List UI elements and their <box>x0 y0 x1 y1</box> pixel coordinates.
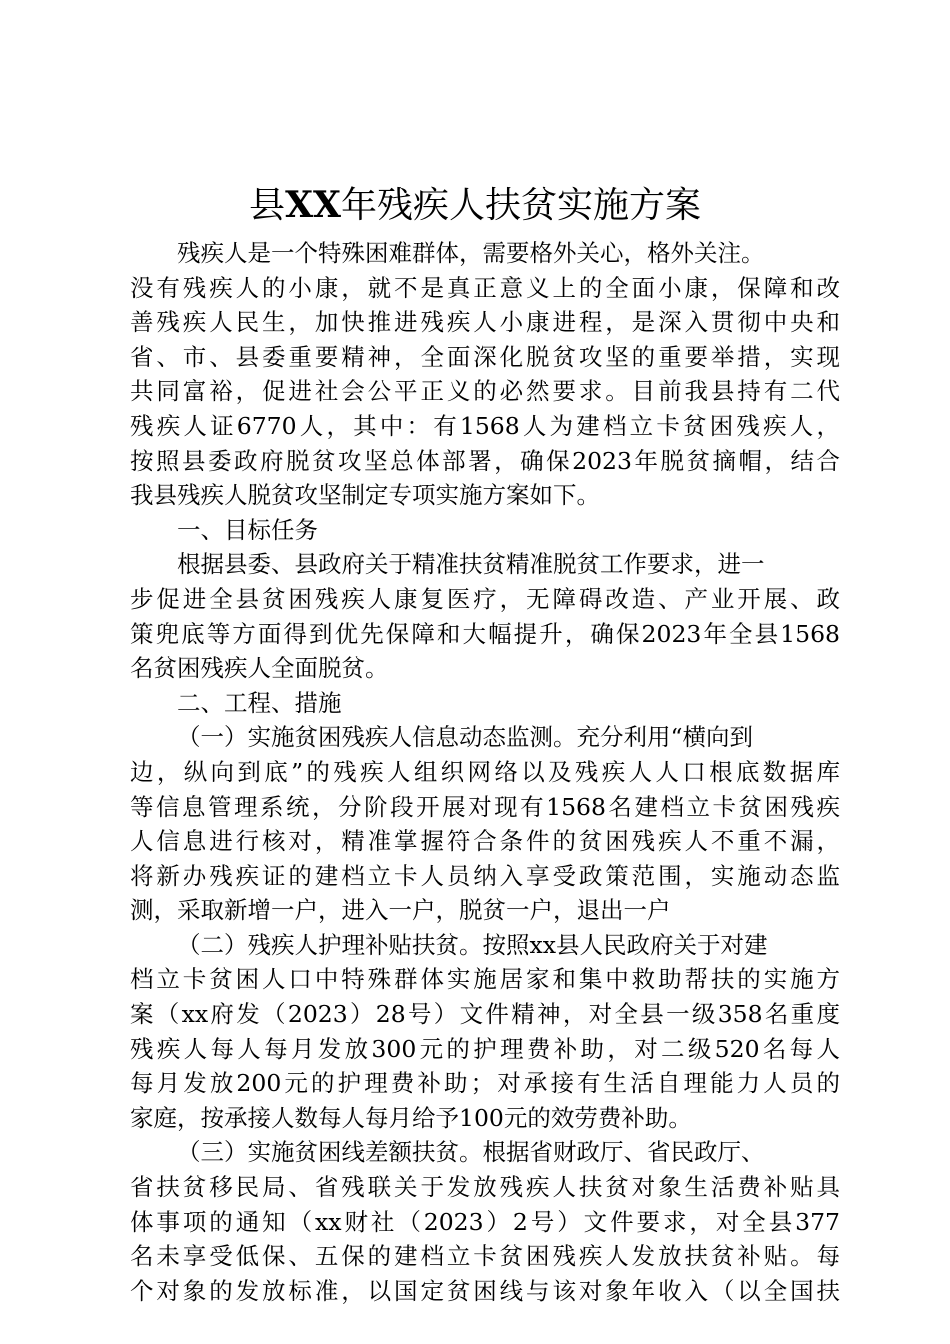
text-line: 策兜底等方面得到优先保障和大幅提升，确保2023年全县1568 <box>130 619 840 648</box>
text-line: 个对象的发放标准，以国定贫困线与该对象年收入（以全国扶 <box>130 1276 840 1305</box>
section-heading: 一、目标任务 <box>177 515 318 544</box>
text-line: 体事项的通知（xx财社（2023）2号）文件要求，对全县377 <box>130 1207 840 1236</box>
text-line: 根据县委、县政府关于精准扶贫精准脱贫工作要求，进一 <box>177 550 765 579</box>
text-line: （二）残疾人护理补贴扶贫。按照xx县人民政府关于对建 <box>177 930 768 959</box>
text-line: 共同富裕，促进社会公平正义的必然要求。目前我县持有二代 <box>130 377 840 406</box>
text-line: 测，采取新增一户，进入一户，脱贫一户，退出一户 <box>130 896 671 925</box>
text-line: 善残疾人民生，加快推进残疾人小康进程，是深入贯彻中央和 <box>130 308 840 337</box>
text-line: 残疾人证6770人，其中：有1568人为建档立卡贫困残疾人， <box>130 411 840 440</box>
text-line: 等信息管理系统，分阶段开展对现有1568名建档立卡贫困残疾 <box>130 792 840 821</box>
text-line: 档立卡贫困人口中特殊群体实施居家和集中救助帮扶的实施方 <box>130 965 840 994</box>
title-bold: XX <box>285 184 341 226</box>
text-line: 步促进全县贫困残疾人康复医疗，无障碍改造、产业开展、政 <box>130 584 840 613</box>
title-suffix: 年残疾人扶贫实施方案 <box>340 185 701 226</box>
text-line: （三）实施贫困线差额扶贫。根据省财政厅、省民政厅、 <box>177 1138 765 1167</box>
document-title <box>0 183 950 228</box>
section-heading: 二、工程、措施 <box>177 688 342 717</box>
text-line: 案（xx府发（2023）28号）文件精神，对全县一级358名重度 <box>130 1000 840 1029</box>
text-line: 人信息进行核对，精准掌握符合条件的贫困残疾人不重不漏， <box>130 827 840 856</box>
text-line: 省、市、县委重要精神，全面深化脱贫攻坚的重要举措，实现 <box>130 342 840 371</box>
text-line: 残疾人每人每月发放300元的护理费补助，对二级520名每人 <box>130 1034 840 1063</box>
text-line: 没有残疾人的小康，就不是真正意义上的全面小康，保障和改 <box>130 273 840 302</box>
text-line: 我县残疾人脱贫攻坚制定专项实施方案如下。 <box>130 481 600 510</box>
text-line: 将新办残疾证的建档立卡人员纳入享受政策范围，实施动态监 <box>130 861 840 890</box>
text-line: 名贫困残疾人全面脱贫。 <box>130 654 389 683</box>
document-body <box>130 236 840 1308</box>
text-line: 省扶贫移民局、省残联关于发放残疾人扶贫对象生活费补贴具 <box>130 1173 840 1202</box>
text-line: 按照县委政府脱贫攻坚总体部署，确保2023年脱贫摘帽，结合 <box>130 446 840 475</box>
text-line: 每月发放200元的护理费补助；对承接有生活自理能力人员的 <box>130 1069 840 1098</box>
text-line: 边，纵向到底”的残疾人组织网络以及残疾人人口根底数据库 <box>130 757 840 786</box>
text-line: 残疾人是一个特殊困难群体，需要格外关心，格外关注。 <box>177 239 765 267</box>
text-line: 家庭，按承接人数每人每月给予100元的效劳费补助。 <box>130 1103 692 1132</box>
text-line: （一）实施贫困残疾人信息动态监测。充分利用“横向到 <box>177 723 754 752</box>
title-prefix: 县 <box>249 185 286 226</box>
text-line: 名未享受低保、五保的建档立卡贫困残疾人发放扶贫补贴。每 <box>130 1242 840 1271</box>
